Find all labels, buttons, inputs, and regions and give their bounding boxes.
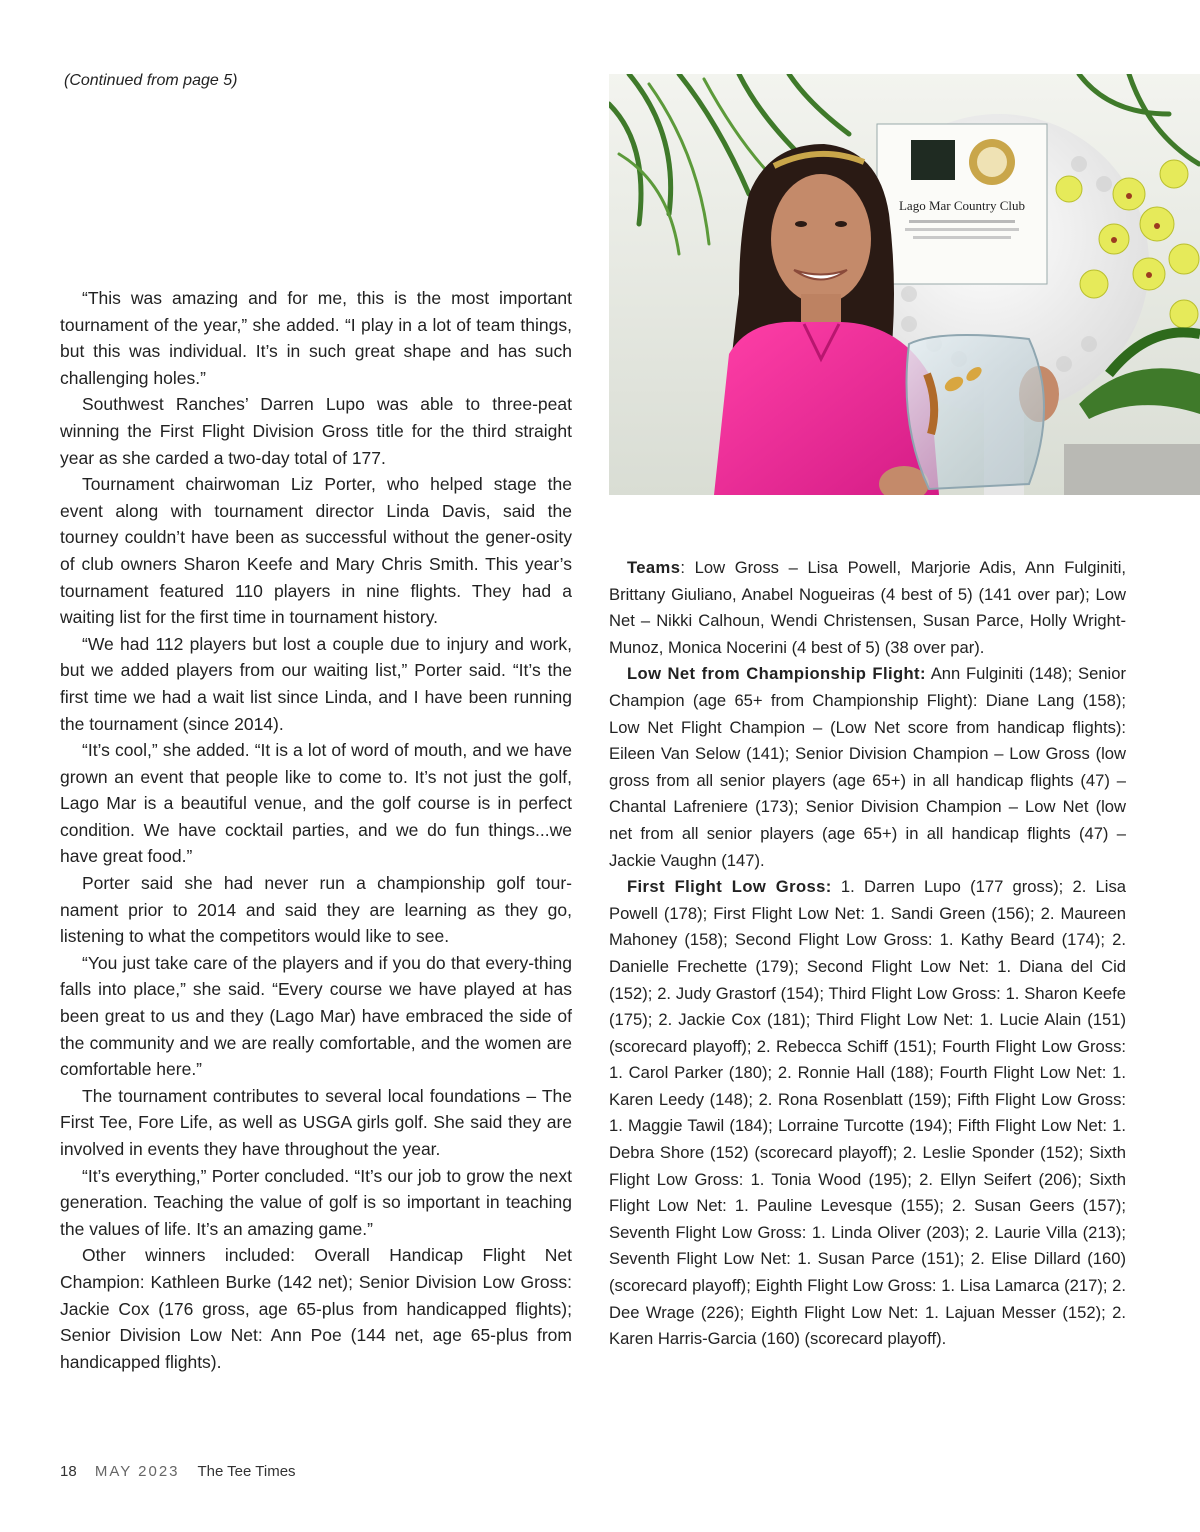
page-footer	[60, 1463, 310, 1480]
trophy-photo	[609, 74, 1200, 495]
paragraph: “This was amazing and for me, this is the most important tournament of the year,” she added. “I play in a lot of team things, but this was individual. It’s in such great shape and has such challenging holes.”	[60, 288, 572, 388]
paragraph: “You just take care of the players and if you do that every-thing falls into place,” she said. “Every course we have played at has been great to us and they (Lago Mar) have embraced the side of the community and we are really comfortable, and the women are comfortable here.”	[60, 952, 572, 1080]
results-lead: Teams	[627, 558, 681, 577]
paragraph: Other winners included: Overall Handicap Flight Net Champion: Kathleen Burke (142 net); Senior Division Low Gross: Jackie Cox (176 gross, age 65-plus from handicapped flights); Senior Division Low Net: Ann Poe (144 net, age 65-plus from handicapped flights).	[60, 1245, 572, 1372]
continued-note: (Continued from page 5)	[64, 72, 238, 89]
results-paragraph	[609, 874, 1126, 1353]
results-column	[609, 555, 1126, 1353]
paragraph: “It’s everything,” Porter concluded. “It’s our job to grow the next generation. Teaching the value of golf is so important in teaching the values of life. It’s an amazing game.”	[60, 1165, 572, 1239]
page-number: 18	[60, 1463, 77, 1480]
results-text: 1. Darren Lupo (177 gross); 2. Lisa Powell (178); First Flight Low Net: 1. Sandi Green (156); 2. Maureen Mahoney (158); Second Flight Low Gross: 1. Kathy Beard (174); 2. Danielle Frechette (179); Second Flight Low Net: 1. Diana del Cid (152); 2. Judy Grastorf (154); Third Flight Low Gross: 1. Sharon Keefe (175); 2. Jackie Cox (181); Third Flight Low Net: 1. Lucie Alain (151) (scorecard playoff); 2. Rebecca Schiff (151); Fourth Flight Low Gross: 1. Carol Parker (180); 2. Ronnie Hall (188); Fourth Flight Low Net: 1. Karen Leedy (148); 2. Rona Rosenblatt (159); Fifth Flight Low Gross: 1. Maggie Tawil (184); Lorraine Turcotte (194); Fifth Flight Low Net: 1. Debra Shore (152) (scorecard playoff); 2. Leslie Sponder (152); Sixth Flight Low Gross: 1. Tonia Wood (195); 2. Ellyn Seifert (206); Sixth Flight Low Net: 1. Pauline Levesque (155); 2. Susan Geers (157); Seventh Flight Low Gross: 1. Linda Oliver (203); 2. Laurie Villa (213); Seventh Flight Low Net: 1. Susan Parce (151); 2. Elise Dillard (160) (scorecard playoff); Eighth Flight Low Gross: 1. Lisa Lamarca (217); 2. Dee Wrage (226); Eighth Flight Low Net: 1. Lajuan Messer (152); 2. Karen Harris-Garcia (160) (scorecard playoff).	[609, 877, 1127, 1349]
paragraph: Tournament chairwoman Liz Porter, who helped stage the event along with tournament director Linda Davis, said the tourney couldn’t have been as successful without the gener-osity of club owners Sharon Keefe and Mary Chris Smith. This year’s tournament featured 110 players in nine flights. They had a waiting list for the first time in tournament history.	[60, 474, 572, 628]
sign-title: Lago Mar Country Club	[898, 198, 1026, 213]
results-text: Ann Fulginiti (148); Senior Champion (age 65+ from Championship Flight): Diane Lang (158); Low Net Flight Champion – (Low Net score from handicap flights): Eileen Van Selow (141); Senior Division Champion – Low Gross (low gross from all senior players (age 65+) in all handicap flights (47) – Chantal Lafreniere (173); Senior Division Champion – Low Net (low net from all senior players (age 65+) in all handicap flights (47) – Jackie Vaughn (147).	[609, 664, 1126, 870]
issue-date: MAY 2023	[94, 1463, 180, 1480]
paragraph: “It’s cool,” she added. “It is a lot of word of mouth, and we have grown an event that people like to come to. It’s not just the golf, Lago Mar is a beautiful venue, and the golf course is in perfect condition. We have cocktail parties, and we do fun things...we have great food.”	[60, 740, 572, 867]
results-paragraph	[609, 555, 1126, 661]
publication-name: The Tee Times	[197, 1463, 296, 1480]
paragraph: “We had 112 players but lost a couple due to injury and work, but we added players from our waiting list,” Porter said. “It’s the first time we had a wait list since Linda, and I have been running the tournament (since 2014).	[60, 633, 572, 734]
paragraph: Southwest Ranches’ Darren Lupo was able to three-peat winning the First Flight Division Gross title for the third straight year as she carded a two-day total of 177.	[60, 394, 572, 468]
results-text: : Low Gross – Lisa Powell, Marjorie Adis, Ann Fulginiti, Brittany Giuliano, Anabel Nogueiras (4 best of 5) (141 over par); Low Net – Nikki Calhoun, Wendi Christensen, Susan Parce, Holly Wright-Munoz, Monica Nocerini (4 best of 5) (38 over par).	[609, 558, 1126, 657]
left-article-column	[60, 285, 572, 1375]
paragraph: The tournament contributes to several local foundations – The First Tee, Fore Life, as well as USGA girls golf. She said they are involved in events they have throughout the year.	[60, 1085, 572, 1159]
results-lead: Low Net from Championship Flight:	[627, 664, 926, 684]
results-paragraph	[609, 661, 1126, 874]
results-lead: First Flight Low Gross:	[627, 877, 832, 897]
paragraph: Porter said she had never run a championship golf tour-nament prior to 2014 and said they are learning as they go, listening to what the competitors would like to see.	[60, 873, 572, 947]
